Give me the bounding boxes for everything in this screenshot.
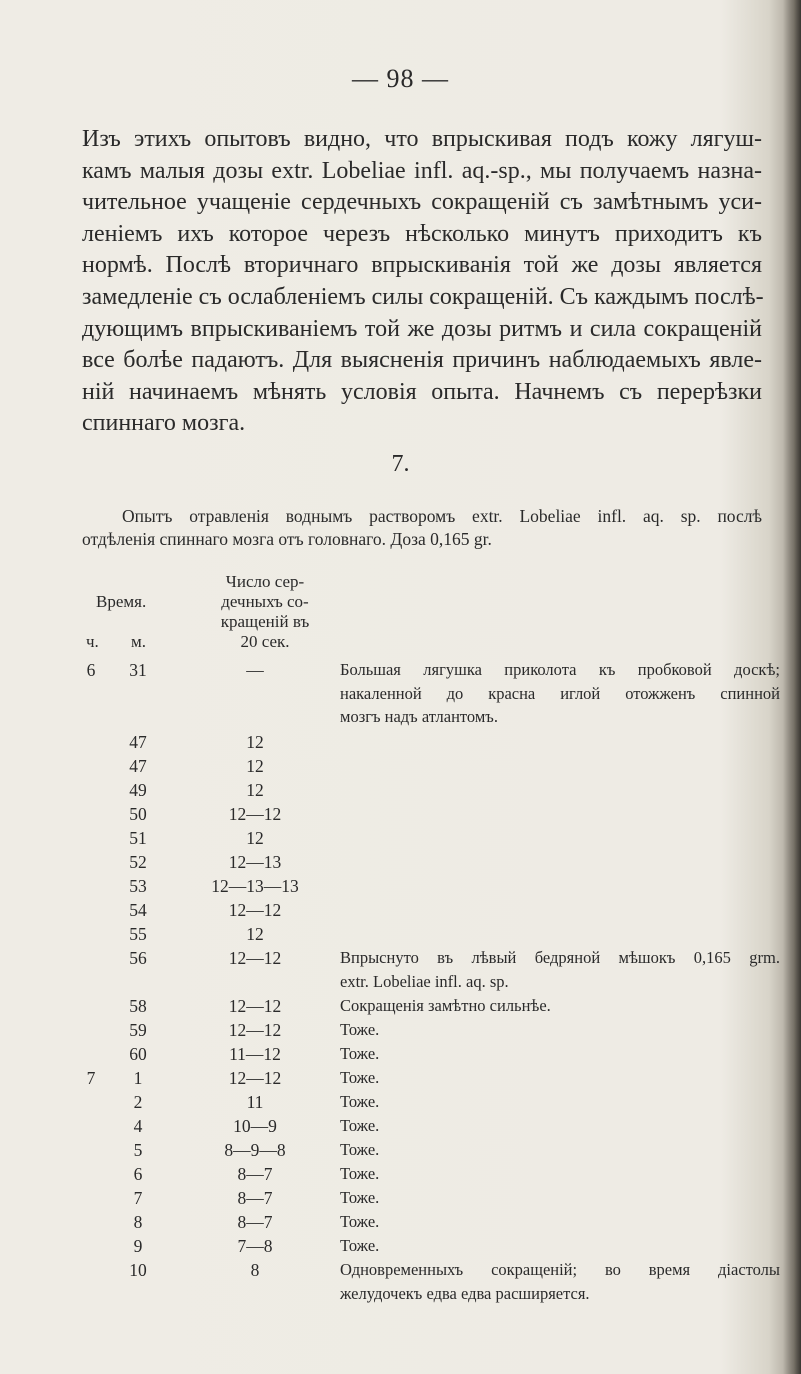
cell-minute: 47 (129, 756, 147, 776)
note-line: Тоже. (340, 1068, 380, 1087)
cell-rate: 12 (246, 732, 264, 752)
section-number: 7. (391, 451, 410, 477)
paragraph-line: чительное учащеніе сердечныхъ сокращеній съ замѣтнымъ уси- (82, 189, 762, 216)
cell-note (340, 1114, 780, 1138)
paragraph-line: замедленіе съ ослабленіемъ силы сокращеній. Съ каждымъ послѣ- (82, 283, 764, 310)
cell-rate: 12—12 (228, 1068, 282, 1088)
cell-note (340, 1042, 780, 1066)
note-line: Тоже. (340, 1020, 380, 1039)
cell-note (340, 1186, 780, 1210)
note-line: Впрыснуто въ лѣвый бедряной мѣшокъ 0,165 grm. (340, 948, 780, 967)
cell-minute: 59 (129, 1020, 147, 1040)
paragraph-line: дующимъ впрыскиваніемъ той же дозы ритмъ и сила сокращеній (82, 315, 762, 342)
cell-note (340, 1234, 780, 1258)
body-paragraph (82, 124, 762, 440)
note-line: Тоже. (340, 1092, 380, 1111)
header-heart-rate (205, 572, 325, 652)
note-line: Большая лягушка приколота къ пробковой доскѣ; (340, 660, 780, 679)
cell-rate: 10—9 (233, 1116, 277, 1136)
header-time: Время. (96, 592, 147, 611)
cell-note (340, 1066, 780, 1090)
cell-minute: 50 (129, 804, 147, 824)
cell-minute: 31 (129, 660, 147, 680)
note-line: мозгъ надъ атлантомъ. (340, 707, 498, 726)
note-line: extr. Lobeliae infl. aq. sp. (340, 971, 509, 991)
note-line: Тоже. (340, 1116, 380, 1135)
cell-minute: 10 (129, 1260, 147, 1280)
paragraph-line: леніемъ ихъ которое черезъ нѣсколько минутъ приходитъ къ (82, 220, 762, 247)
cell-minute: 49 (129, 780, 147, 800)
paragraph-line: ній начинаемъ мѣнять условія опыта. Начнемъ съ перерѣзки (82, 378, 762, 405)
header-rate-line: Число сер- (225, 572, 305, 591)
paragraph-line: спиннаго мозга. (82, 410, 246, 437)
note-line: Одновременныхъ сокращеній; во время діастолы (340, 1260, 780, 1279)
cell-minute: 7 (133, 1188, 143, 1208)
cell-note (340, 1138, 780, 1162)
header-hours: ч. (86, 632, 99, 651)
cell-rate: 11 (246, 1092, 264, 1112)
cell-minute: 60 (129, 1044, 147, 1064)
cell-minute: 6 (133, 1164, 143, 1184)
cell-rate: 8—9—8 (224, 1140, 286, 1160)
cell-minute: 4 (133, 1116, 143, 1136)
paragraph-line: камъ малыя дозы extr. Lobeliae infl. aq.-sp., мы получаемъ назна- (82, 157, 762, 184)
cell-minute: 54 (129, 900, 147, 920)
header-rate-line: 20 сек. (240, 632, 290, 651)
cell-rate: 11—12 (229, 1044, 281, 1064)
cell-minute: 1 (133, 1068, 143, 1088)
note-line: Тоже. (340, 1044, 380, 1063)
cell-rate: 8—7 (237, 1164, 273, 1184)
cell-rate: 7—8 (237, 1236, 273, 1256)
cell-rate: 12 (246, 924, 264, 944)
header-minutes: м. (131, 632, 147, 651)
cell-minute: 55 (129, 924, 147, 944)
cell-rate: 12 (246, 828, 264, 848)
cell-hour: 6 (86, 660, 96, 680)
cell-note (340, 1090, 780, 1114)
cell-note (340, 946, 780, 993)
cell-rate: 12—13 (228, 852, 282, 872)
header-rate-line: кращеній въ (220, 612, 310, 631)
note-line: Тоже. (340, 1212, 380, 1231)
header-rate-line: дечныхъ со- (221, 592, 309, 611)
cell-rate: 12—12 (228, 948, 282, 968)
cell-minute: 52 (129, 852, 147, 872)
cell-rate: — (246, 660, 264, 680)
note-line: Тоже. (340, 1188, 380, 1207)
cell-rate: 12 (246, 756, 264, 776)
paragraph-line: все болѣе падаютъ. Для выясненія причинъ наблюдаемыхъ явле- (82, 347, 762, 374)
cell-minute: 53 (129, 876, 147, 896)
cell-rate: 12—12 (228, 804, 282, 824)
cell-minute: 58 (129, 996, 147, 1016)
cell-minute: 9 (133, 1236, 143, 1256)
cell-note (340, 1210, 780, 1234)
cell-minute: 51 (129, 828, 147, 848)
cell-rate: 8—7 (237, 1212, 273, 1232)
experiment-intro (82, 505, 762, 551)
cell-rate: 12—13—13 (211, 876, 299, 896)
page-edge-shadow (783, 0, 801, 1374)
cell-note (340, 994, 780, 1018)
cell-note (340, 1018, 780, 1042)
cell-note (340, 658, 780, 729)
cell-hour: 7 (86, 1068, 96, 1088)
paragraph-line: Изъ этихъ опытовъ видно, что впрыскивая подъ кожу лягуш- (82, 126, 762, 152)
page-number: — 98 — (352, 64, 449, 93)
intro-line: Опытъ отравленія воднымъ растворомъ extr. Lobeliae infl. aq. sp. послѣ (122, 506, 762, 526)
note-line: Тоже. (340, 1164, 380, 1183)
note-line: Тоже. (340, 1236, 380, 1255)
cell-note (340, 1162, 780, 1186)
cell-rate: 8 (250, 1260, 260, 1280)
cell-rate: 8—7 (237, 1188, 273, 1208)
intro-line: отдѣленія спиннаго мозга отъ головнаго. Доза 0,165 gr. (82, 529, 492, 549)
cell-minute: 56 (129, 948, 147, 968)
cell-rate: 12—12 (228, 996, 282, 1016)
cell-rate: 12—12 (228, 1020, 282, 1040)
cell-note (340, 1258, 780, 1305)
note-line: Тоже. (340, 1140, 380, 1159)
cell-minute: 8 (133, 1212, 143, 1232)
note-line: Сокращенія замѣтно сильнѣе. (340, 996, 551, 1015)
cell-rate: 12 (246, 780, 264, 800)
note-line: накаленной до красна иглой отожженъ спинной (340, 683, 780, 703)
cell-minute: 47 (129, 732, 147, 752)
cell-minute: 5 (133, 1140, 143, 1160)
note-line: желудочекъ едва едва расширяется. (340, 1283, 590, 1303)
paragraph-line: нормѣ. Послѣ вторичнаго впрыскиванія той же дозы является (82, 252, 762, 279)
cell-rate: 12—12 (228, 900, 282, 920)
cell-minute: 2 (133, 1092, 143, 1112)
